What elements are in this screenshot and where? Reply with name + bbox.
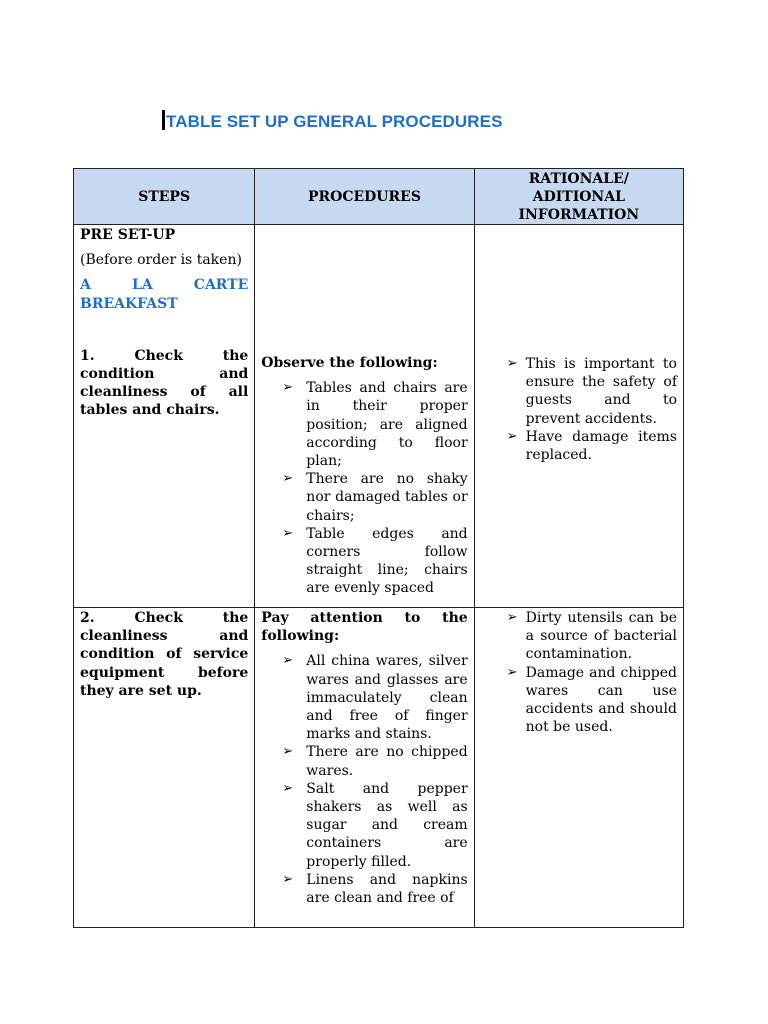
row2-rationale-list — [481, 609, 677, 736]
page-title-text: TABLE SET UP GENERAL PROCEDURES — [166, 112, 503, 131]
row2-rationale-cell — [474, 608, 683, 928]
row2-steps-cell — [74, 608, 255, 928]
step-1-text: 1. Check the condition and cleanliness of all tables and chairs. — [80, 347, 249, 419]
list-item: ➢ Table edges and corners follow straight line; chairs are evenly spaced — [261, 525, 467, 598]
list-item: ➢ Dirty utensils can be a source of bacterial contamination. — [481, 609, 677, 664]
pay-attention-intro: Pay attention to the following: — [261, 610, 468, 645]
header-rationale: RATIONALE/ ADITIONAL INFORMATION — [474, 169, 683, 225]
row2-procedure-list — [261, 652, 467, 907]
list-item: ➢ Damage and chipped wares can use accidents and should not be used. — [481, 664, 677, 737]
table-header-row — [74, 169, 684, 225]
header-steps: STEPS — [74, 169, 255, 225]
pre-setup-label: PRE SET-UP — [80, 227, 176, 243]
header-procedures: PROCEDURES — [255, 169, 474, 225]
page-title — [162, 110, 503, 132]
list-item: ➢ Salt and pepper shakers as well as sugar and cream containers are properly filled. — [261, 780, 467, 871]
row1-procedure-list — [261, 379, 467, 597]
list-item: ➢ Have damage items replaced. — [481, 428, 677, 464]
row1-rationale-list — [481, 355, 677, 464]
table-row — [74, 608, 684, 928]
row2-procedures-cell — [255, 608, 474, 928]
observe-intro: Observe the following: — [261, 355, 438, 371]
procedures-table — [73, 168, 684, 928]
breakfast-section-label: A LA CARTE BREAKFAST — [80, 277, 249, 312]
list-item: ➢ All china wares, silver wares and glasses are immaculately clean and free of finger marks and stains. — [261, 652, 467, 743]
row1-steps-cell — [74, 225, 255, 608]
row1-procedures-cell — [255, 225, 474, 608]
list-item: ➢ There are no shaky nor damaged tables or chairs; — [261, 470, 467, 525]
table-row — [74, 225, 684, 608]
before-order-note: (Before order is taken) — [80, 252, 242, 269]
row1-rationale-cell — [474, 225, 683, 608]
text-cursor — [162, 110, 165, 130]
list-item: ➢ Tables and chairs are in their proper position; are aligned according to floor plan; — [261, 379, 467, 470]
list-item: ➢ Linens and napkins are clean and free of — [261, 871, 467, 907]
list-item: ➢ This is important to ensure the safety of guests and to prevent accidents. — [481, 355, 677, 428]
step-2-text: 2. Check the cleanliness and condition of service equipment before they are set up. — [80, 610, 249, 699]
list-item: ➢ There are no chipped wares. — [261, 743, 467, 779]
